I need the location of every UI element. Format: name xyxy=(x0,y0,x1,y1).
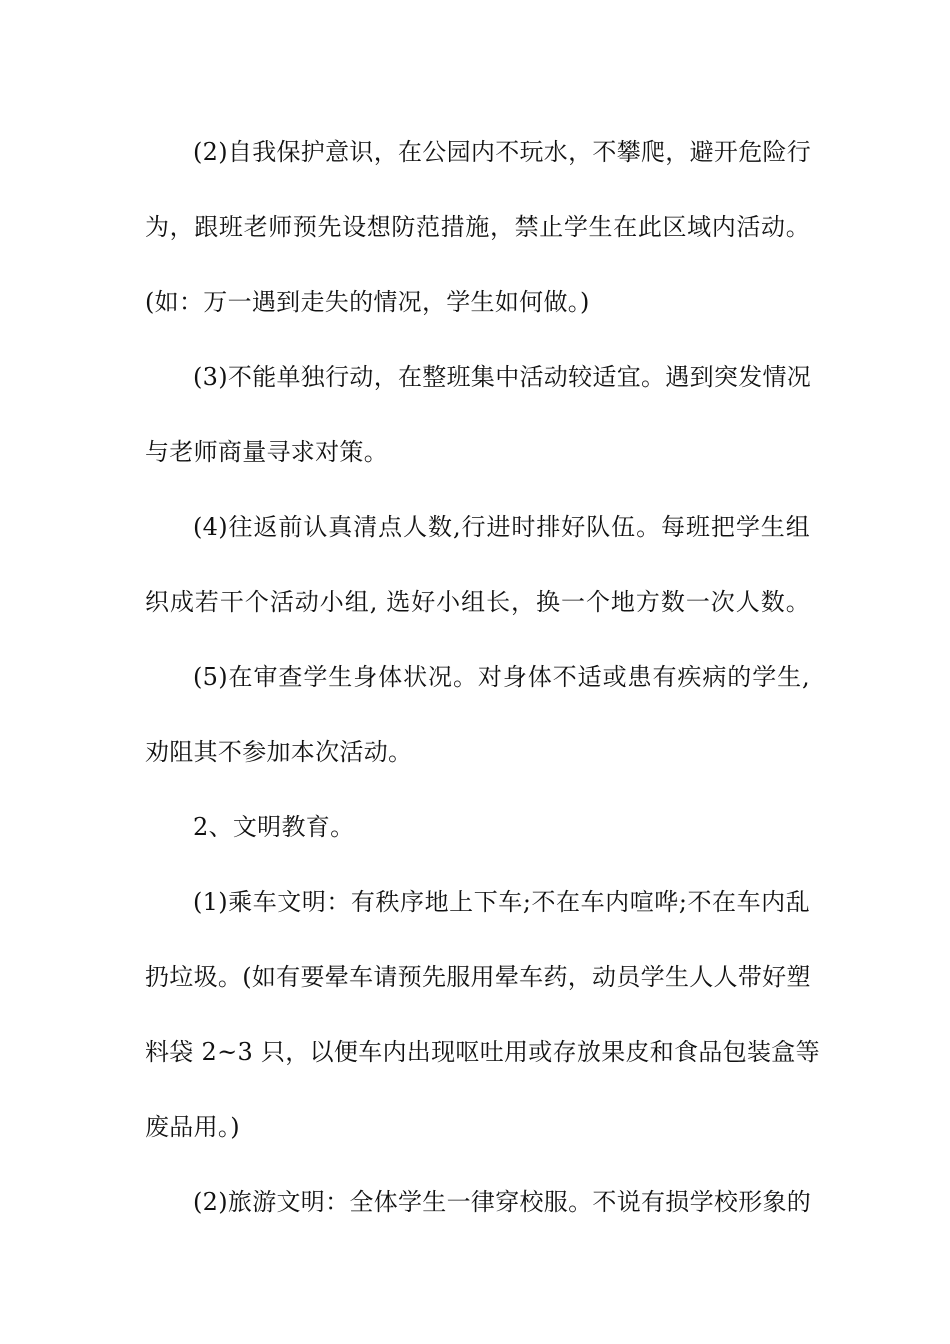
paragraph-line: (5)在审查学生身体状况。对身体不适或患有疾病的学生, xyxy=(193,663,810,691)
paragraph-line: 扔垃圾。(如有要晕车请预先服用晕车药，动员学生人人带好塑 xyxy=(145,963,811,991)
paragraph-line: 织成若干个活动小组, 选好小组长，换一个地方数一次人数。 xyxy=(145,588,810,616)
paragraph-line: (2)旅游文明：全体学生一律穿校服。不说有损学校形象的 xyxy=(193,1188,812,1216)
paragraph-line: 劝阻其不参加本次活动。 xyxy=(145,738,413,766)
paragraph-line: (如：万一遇到走失的情况，学生如何做。) xyxy=(145,288,590,316)
paragraph-line: (4)往返前认真清点人数,行进时排好队伍。每班把学生组 xyxy=(193,513,810,541)
paragraph-line: 料袋 2~3 只，以便车内出现呕吐用或存放果皮和食品包装盒等 xyxy=(145,1038,820,1066)
section-heading: 2、文明教育。 xyxy=(193,813,355,841)
paragraph-line: (1)乘车文明：有秩序地上下车;不在车内喧哗;不在车内乱 xyxy=(193,888,810,916)
paragraph-line: 为，跟班老师预先设想防范措施，禁止学生在此区域内活动。 xyxy=(145,213,810,241)
paragraph-line: (3)不能单独行动，在整班集中活动较适宜。遇到突发情况 xyxy=(193,363,812,391)
paragraph-line: (2)自我保护意识，在公园内不玩水，不攀爬，避开危险行 xyxy=(193,138,812,166)
paragraph-line: 废品用。) xyxy=(145,1113,240,1141)
paragraph-line: 与老师商量寻求对策。 xyxy=(145,438,388,466)
